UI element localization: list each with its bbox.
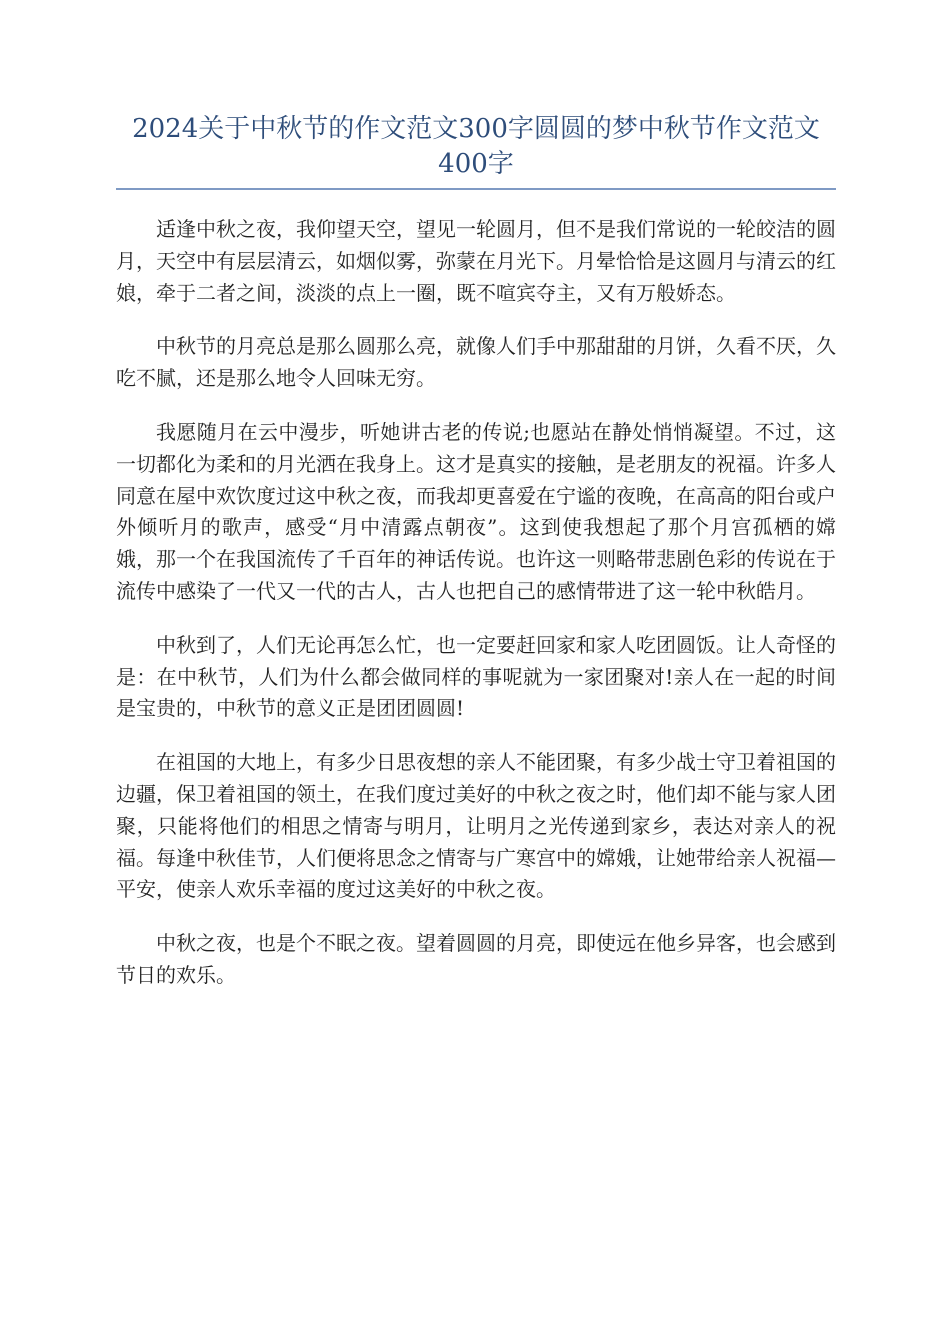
paragraph-2: 中秋节的月亮总是那么圆那么亮，就像人们手中那甜甜的月饼，久看不厌，久吃不腻，还是那么地令人回味无穷。 (116, 334, 836, 391)
document-title: 2024关于中秋节的作文范文300字圆圆的梦中秋节作文范文400字 (132, 114, 820, 179)
paragraph-6: 中秋之夜，也是个不眠之夜。望着圆圆的月亮，即使远在他乡异客，也会感到节日的欢乐。 (116, 931, 836, 987)
paragraph-4: 中秋到了，人们无论再怎么忙，也一定要赶回家和家人吃团圆饭。让人奇怪的是：在中秋节，人们为什么都会做同样的事呢就为一家团聚对!亲人在一起的时间是宝贵的，中秋节的意义正是团团圆圆! (116, 632, 836, 721)
title-underline (116, 188, 836, 190)
paragraph-5: 在祖国的大地上，有多少日思夜想的亲人不能团聚，有多少战士守卫着祖国的边疆，保卫着祖国的领土，在我们度过美好的中秋之夜之时，他们却不能与家人团聚，只能将他们的相思之情寄与明月，让明月之光传递到家乡，表达对亲人的祝福。每逢中秋佳节，人们便将思念之情寄与广寒宫中的嫦娥，让她带给亲人祝福—平安，使亲人欢乐幸福的度过这美好的中秋之夜。 (116, 750, 836, 902)
paragraph-3: 我愿随月在云中漫步，听她讲古老的传说;也愿站在静处悄悄凝望。不过，这一切都化为柔和的月光洒在我身上。这才是真实的接触，是老朋友的祝福。许多人同意在屋中欢饮度过这中秋之夜，而我却更喜爱在宁谧的夜晚，在高高的阳台或户外倾听月的歌声，感受“月中清露点朝夜”。这到使我想起了那个月宫孤栖的嫦娥，那一个在我国流传了千百年的神话传说。也许这一则略带悲剧色彩的传说在于流传中感染了一代又一代的古人，古人也把自己的感情带进了这一轮中秋皓月。 (116, 419, 836, 603)
paragraph-1: 适逢中秋之夜，我仰望天空，望见一轮圆月，但不是我们常说的一轮皎洁的圆月，天空中有层层清云，如烟似雾，弥蒙在月光下。月晕恰恰是这圆月与清云的红娘，牵于二者之间，淡淡的点上一圈，既不喧宾夺主，又有万般娇态。 (116, 217, 836, 305)
document-page (116, 112, 836, 1014)
